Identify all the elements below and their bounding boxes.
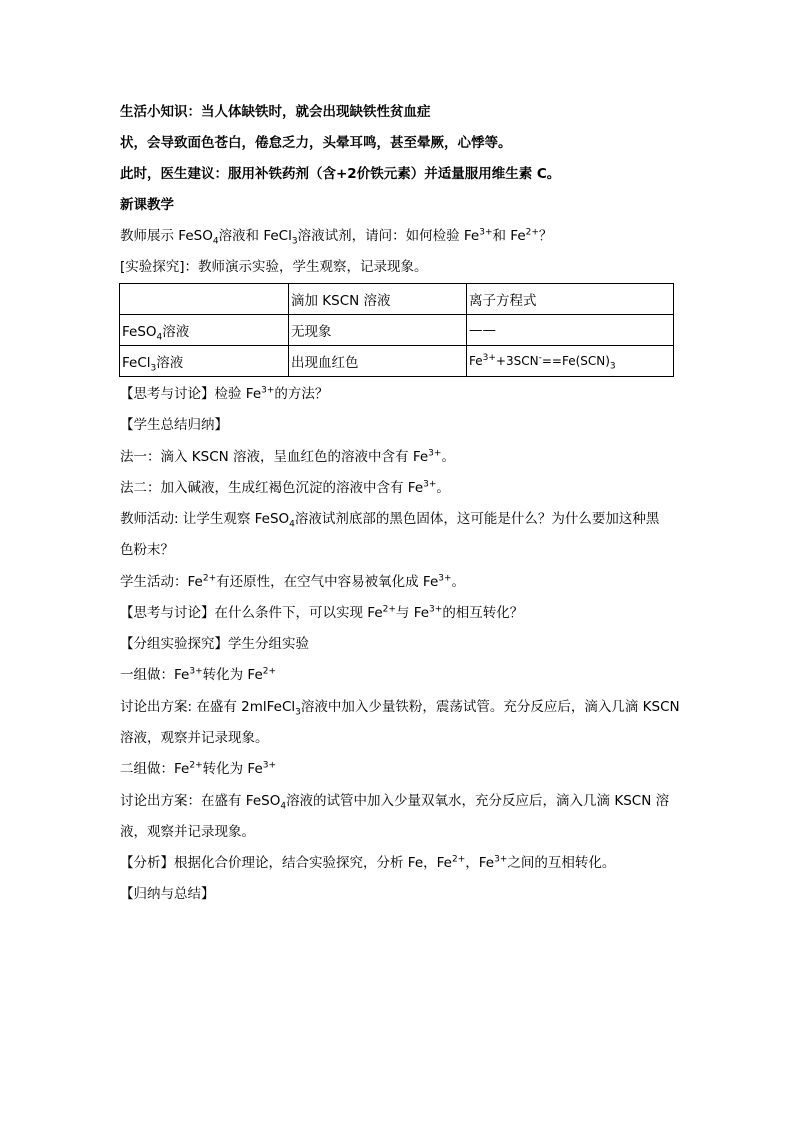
- group-one-plan-line-cont: 溶液，观察并记录现象。: [120, 730, 269, 746]
- superscript: 2+: [202, 573, 217, 584]
- subscript: 3: [291, 236, 298, 247]
- experiment-intro-line: [实验探究]：教师演示实验，学生观察，记录现象。: [120, 259, 428, 275]
- text: 与 Fe: [395, 605, 430, 621]
- superscript: 3+: [479, 227, 493, 238]
- text: 。: [441, 449, 455, 465]
- experiment-table: [119, 283, 674, 377]
- superscript: -: [538, 353, 542, 363]
- text: 溶液试剂底部的黑色固体，这可能是什么？为什么要加这种黑: [294, 511, 660, 527]
- section-heading-new-lesson: 新课教学: [120, 197, 174, 213]
- student-activity-line: [120, 572, 465, 592]
- teacher-activity-line-cont: 色粉末？: [120, 542, 174, 558]
- superscript: 2+: [262, 666, 277, 677]
- text: 溶液试剂，请问：如何检验 Fe: [297, 228, 480, 244]
- text: 溶液中加入少量铁粉，震荡试管。充分反应后，滴入几滴 KSCN: [300, 699, 680, 715]
- text: 的方法？: [274, 386, 329, 402]
- doctor-advice-line: 此时，医生建议：服用补铁药剂（含+2价铁元素）并适量服用维生素 C。: [120, 166, 561, 182]
- text: 讨论出方案：在盛有 FeSO: [120, 793, 281, 809]
- text: 法一：滴入 KSCN 溶液，呈血红色的溶液中含有 Fe: [120, 449, 429, 465]
- table-header-cell: 离子方程式: [467, 284, 674, 315]
- table-cell: [120, 315, 289, 346]
- group-one-plan-line: [120, 697, 680, 717]
- group-experiment-heading: 【分组实验探究】学生分组实验: [120, 636, 309, 652]
- subscript: 3: [295, 707, 301, 718]
- text: 之间的互相转化。: [507, 855, 616, 871]
- text: 的相互转化？: [442, 605, 524, 621]
- text: Fe: [469, 354, 483, 368]
- life-tip-line-1: 生活小知识：当人体缺铁时，就会出现缺铁性贫血症: [120, 104, 431, 120]
- teacher-activity-line: [120, 509, 659, 529]
- group-two-line: [120, 759, 276, 779]
- text: 有还原性，在空气中容易被氧化成 Fe: [216, 574, 439, 590]
- text: 教师活动: 让学生观察 FeSO: [120, 511, 290, 527]
- text: 法二：加入碱液，生成红褐色沉淀的溶液中含有 Fe: [120, 480, 424, 496]
- text: 溶液的试管中加入少量双氧水，充分反应后，滴入几滴 KSCN 溶: [286, 793, 670, 809]
- text: 溶液和 FeCl: [218, 228, 292, 244]
- text: ，Fe: [465, 855, 495, 871]
- table-header-cell: 滴加 KSCN 溶液: [289, 284, 467, 315]
- method-two-line: [120, 478, 450, 498]
- table-cell: [120, 346, 289, 377]
- text: ==Fe(SCN): [541, 354, 610, 368]
- text: ？: [538, 228, 553, 244]
- teacher-question-line: [120, 226, 552, 246]
- superscript: 3+: [261, 385, 275, 396]
- table-cell: 无现象: [289, 315, 467, 346]
- text: 【思考与讨论】在什么条件下，可以实现 Fe: [120, 605, 383, 621]
- text: 一组做：Fe: [120, 667, 190, 683]
- table-row: [120, 346, 674, 377]
- subscript: 4: [156, 332, 163, 343]
- table-cell: [120, 284, 289, 315]
- superscript: 3+: [429, 604, 443, 615]
- superscript: 3+: [423, 479, 437, 490]
- superscript: 2+: [525, 227, 539, 238]
- table-cell: ——: [467, 315, 674, 346]
- text: 二组做：Fe: [120, 761, 190, 777]
- think-discuss-line-1: [120, 384, 328, 404]
- text: FeSO: [122, 324, 157, 340]
- text: 转化为 Fe: [202, 667, 263, 683]
- text: 讨论出方案: 在盛有 2mlFeCl: [120, 699, 296, 715]
- group-two-plan-line: [120, 791, 669, 811]
- text: 学生活动：Fe: [120, 574, 203, 590]
- text: 【思考与讨论】检验 Fe: [120, 386, 262, 402]
- superscript: 3+: [438, 573, 452, 584]
- superscript: 2+: [451, 854, 466, 865]
- think-discuss-line-2: [120, 603, 523, 623]
- superscript: 2+: [382, 604, 396, 615]
- text: 【分析】根据化合价理论，结合实验探究，分析 Fe，Fe: [120, 855, 452, 871]
- table-cell: 出现血红色: [289, 346, 467, 377]
- text: 和 Fe: [492, 228, 526, 244]
- text: 。: [436, 480, 450, 496]
- subscript: 3: [150, 363, 157, 374]
- text: 转化为 Fe: [202, 761, 263, 777]
- text: FeCl: [122, 355, 151, 371]
- group-one-line: [120, 665, 276, 685]
- group-two-plan-line-cont: 液，观察并记录现象。: [120, 824, 255, 840]
- text: 溶液: [156, 355, 184, 371]
- table-row: [120, 315, 674, 346]
- superscript: 3+: [262, 760, 277, 771]
- superscript: 3+: [494, 854, 508, 865]
- text: 。: [451, 574, 466, 590]
- text: 教师展示 FeSO: [120, 228, 213, 244]
- superscript: 2+: [189, 760, 203, 771]
- life-tip-line-2: 状，会导致面色苍白，倦怠乏力，头晕耳鸣，甚至晕厥，心悸等。: [120, 135, 512, 151]
- subscript: 4: [280, 801, 287, 812]
- student-summary-heading: 【学生总结归纳】: [120, 417, 228, 433]
- table-cell: [467, 346, 674, 377]
- superscript: 3+: [428, 448, 442, 459]
- subscript: 4: [289, 519, 295, 530]
- text: 溶液: [162, 324, 190, 340]
- subscript: 4: [212, 236, 219, 247]
- table-header-row: [120, 284, 674, 315]
- analysis-line: [120, 853, 615, 873]
- superscript: 3+: [482, 353, 496, 363]
- subscript: 3: [609, 361, 616, 372]
- superscript: 3+: [189, 666, 203, 677]
- text: +3SCN: [495, 354, 539, 368]
- conclusion-heading: 【归纳与总结】: [120, 886, 215, 902]
- method-one-line: [120, 447, 455, 467]
